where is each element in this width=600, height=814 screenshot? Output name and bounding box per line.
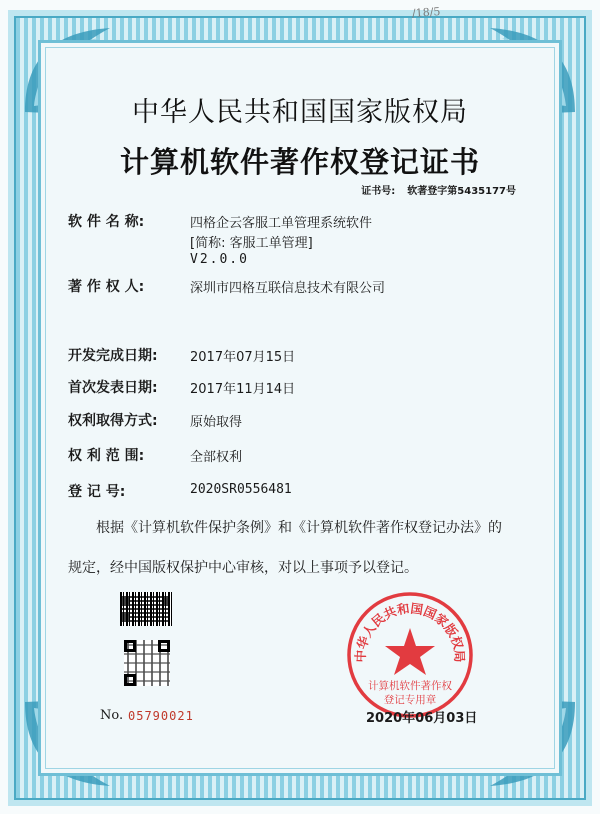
copyright-owner: 深圳市四格互联信息技术有限公司 [190,281,386,296]
first-publication-label: 首次发表日期: [68,380,158,396]
first-publication-date: 2017年11月14日 [190,382,296,397]
document-title: 计算机软件著作权登记证书 [119,145,480,179]
statement-line-2: 规定，经中国版权保护中心审核，对以上事项予以登记。 [68,560,418,576]
scope-label: 权 利 范 围: [68,448,145,464]
certificate-number [361,182,516,197]
rights-scope: 全部权利 [190,450,243,465]
barcode-pattern-icon [122,596,170,622]
official-seal-icon [345,590,475,720]
issue-date: 2020年06月03日 [366,711,478,726]
software-name-label: 软 件 名 称: [68,214,145,230]
completion-date-label: 开发完成日期: [68,348,158,364]
registration-label: 登 记 号: [68,484,126,500]
acquisition-method: 原始取得 [190,415,243,430]
seal-line-2: 登记专用章 [383,694,437,706]
software-name: 四格企云客服工单管理系统软件 [190,216,373,231]
handwritten-note: /18/5 [411,5,441,20]
qr-code-icon [124,640,170,686]
registration-number: 2020SR0556481 [190,482,292,497]
seal-ring-text: 中华人民共和国国家版权局 [352,600,468,663]
acquisition-label: 权利取得方式: [68,413,158,429]
certificate-number-label: 证书号: [361,186,396,197]
certificate-number-value: 软著登字第5435177号 [407,186,516,197]
seal-line-1: 计算机软件著作权 [368,680,452,692]
issuing-authority: 中华人民共和国国家版权局 [132,97,468,128]
owner-label: 著 作 权 人: [68,279,145,295]
software-short-name: [简称: 客服工单管理] [190,236,313,251]
completion-date: 2017年07月15日 [190,350,296,365]
serial-number: 05790021 [128,709,194,723]
statement-line-1: 根据《计算机软件保护条例》和《计算机软件著作权登记办法》的 [96,520,502,536]
software-version: V2.0.0 [190,252,249,267]
serial-label: No. [100,708,124,723]
